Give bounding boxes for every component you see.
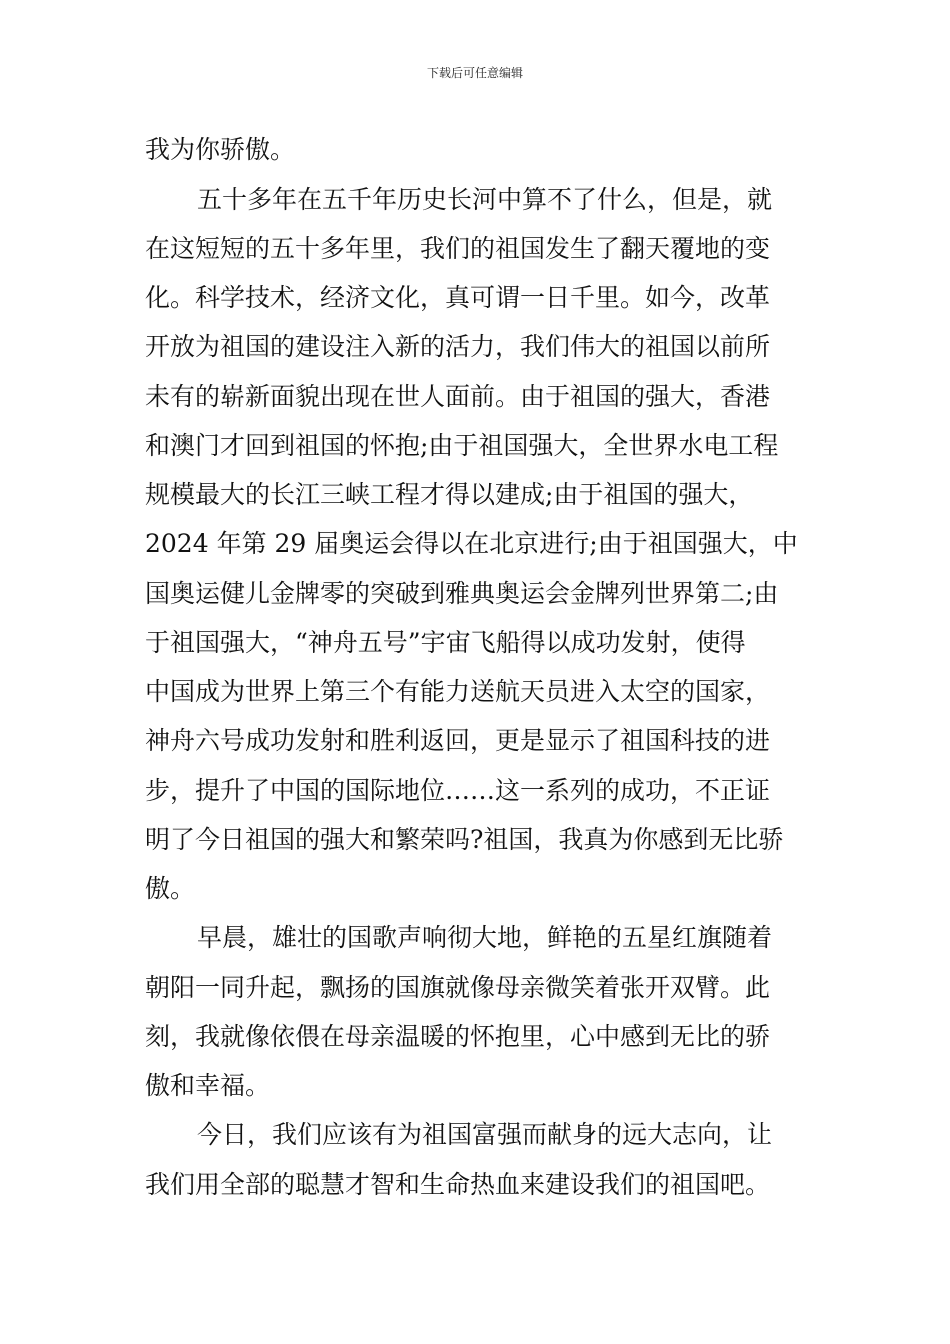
paragraph-first-line: 五十多年在五千年历史长河中算不了什么，但是，就 (197, 185, 773, 214)
paragraph-first-line: 今日，我们应该有为祖国富强而献身的远大志向，让 (197, 1120, 773, 1149)
text-line: 中国成为世界上第三个有能力送航天员进入太空的国家， (145, 677, 771, 706)
text-line: 2024 年第 29 届奥运会得以在北京进行;由于祖国强大，中 (145, 529, 798, 558)
text-line: 步，提升了中国的国际地位……这一系列的成功，不正证 (145, 776, 771, 805)
text-line: 朝阳一同升起，飘扬的国旗就像母亲微笑着张开双臂。此 (145, 973, 771, 1002)
text-line: 在这短短的五十多年里，我们的祖国发生了翻天覆地的变 (145, 234, 771, 263)
paragraph-first-line: 早晨，雄壮的国歌声响彻大地，鲜艳的五星红旗随着 (197, 923, 773, 952)
text-line: 我们用全部的聪慧才智和生命热血来建设我们的祖国吧。 (145, 1170, 771, 1199)
text-line: 于祖国强大，“神舟五号”宇宙飞船得以成功发射，使得 (145, 628, 746, 657)
text-line: 明了今日祖国的强大和繁荣吗?祖国，我真为你感到无比骄 (145, 825, 784, 854)
text-line: 和澳门才回到祖国的怀抱;由于祖国强大，全世界水电工程 (145, 431, 779, 460)
text-line: 规模最大的长江三峡工程才得以建成;由于祖国的强大， (145, 480, 754, 509)
text-line: 刻，我就像依偎在母亲温暖的怀抱里，心中感到无比的骄 (145, 1022, 771, 1051)
text-line: 国奥运健儿金牌零的突破到雅典奥运会金牌列世界第二;由 (145, 579, 779, 608)
text-line: 开放为祖国的建设注入新的活力，我们伟大的祖国以前所 (145, 332, 771, 361)
page-header-note: 下载后可任意编辑 (426, 66, 523, 80)
text-line: 未有的崭新面貌出现在世人面前。由于祖国的强大，香港 (145, 382, 771, 411)
text-line: 神舟六号成功发射和胜利返回，更是显示了祖国科技的进 (145, 726, 771, 755)
text-line: 我为你骄傲。 (145, 135, 296, 164)
text-line: 化。科学技术，经济文化，真可谓一日千里。如今，改革 (145, 283, 771, 312)
text-line: 傲。 (145, 874, 196, 903)
text-line: 傲和幸福。 (145, 1071, 271, 1100)
